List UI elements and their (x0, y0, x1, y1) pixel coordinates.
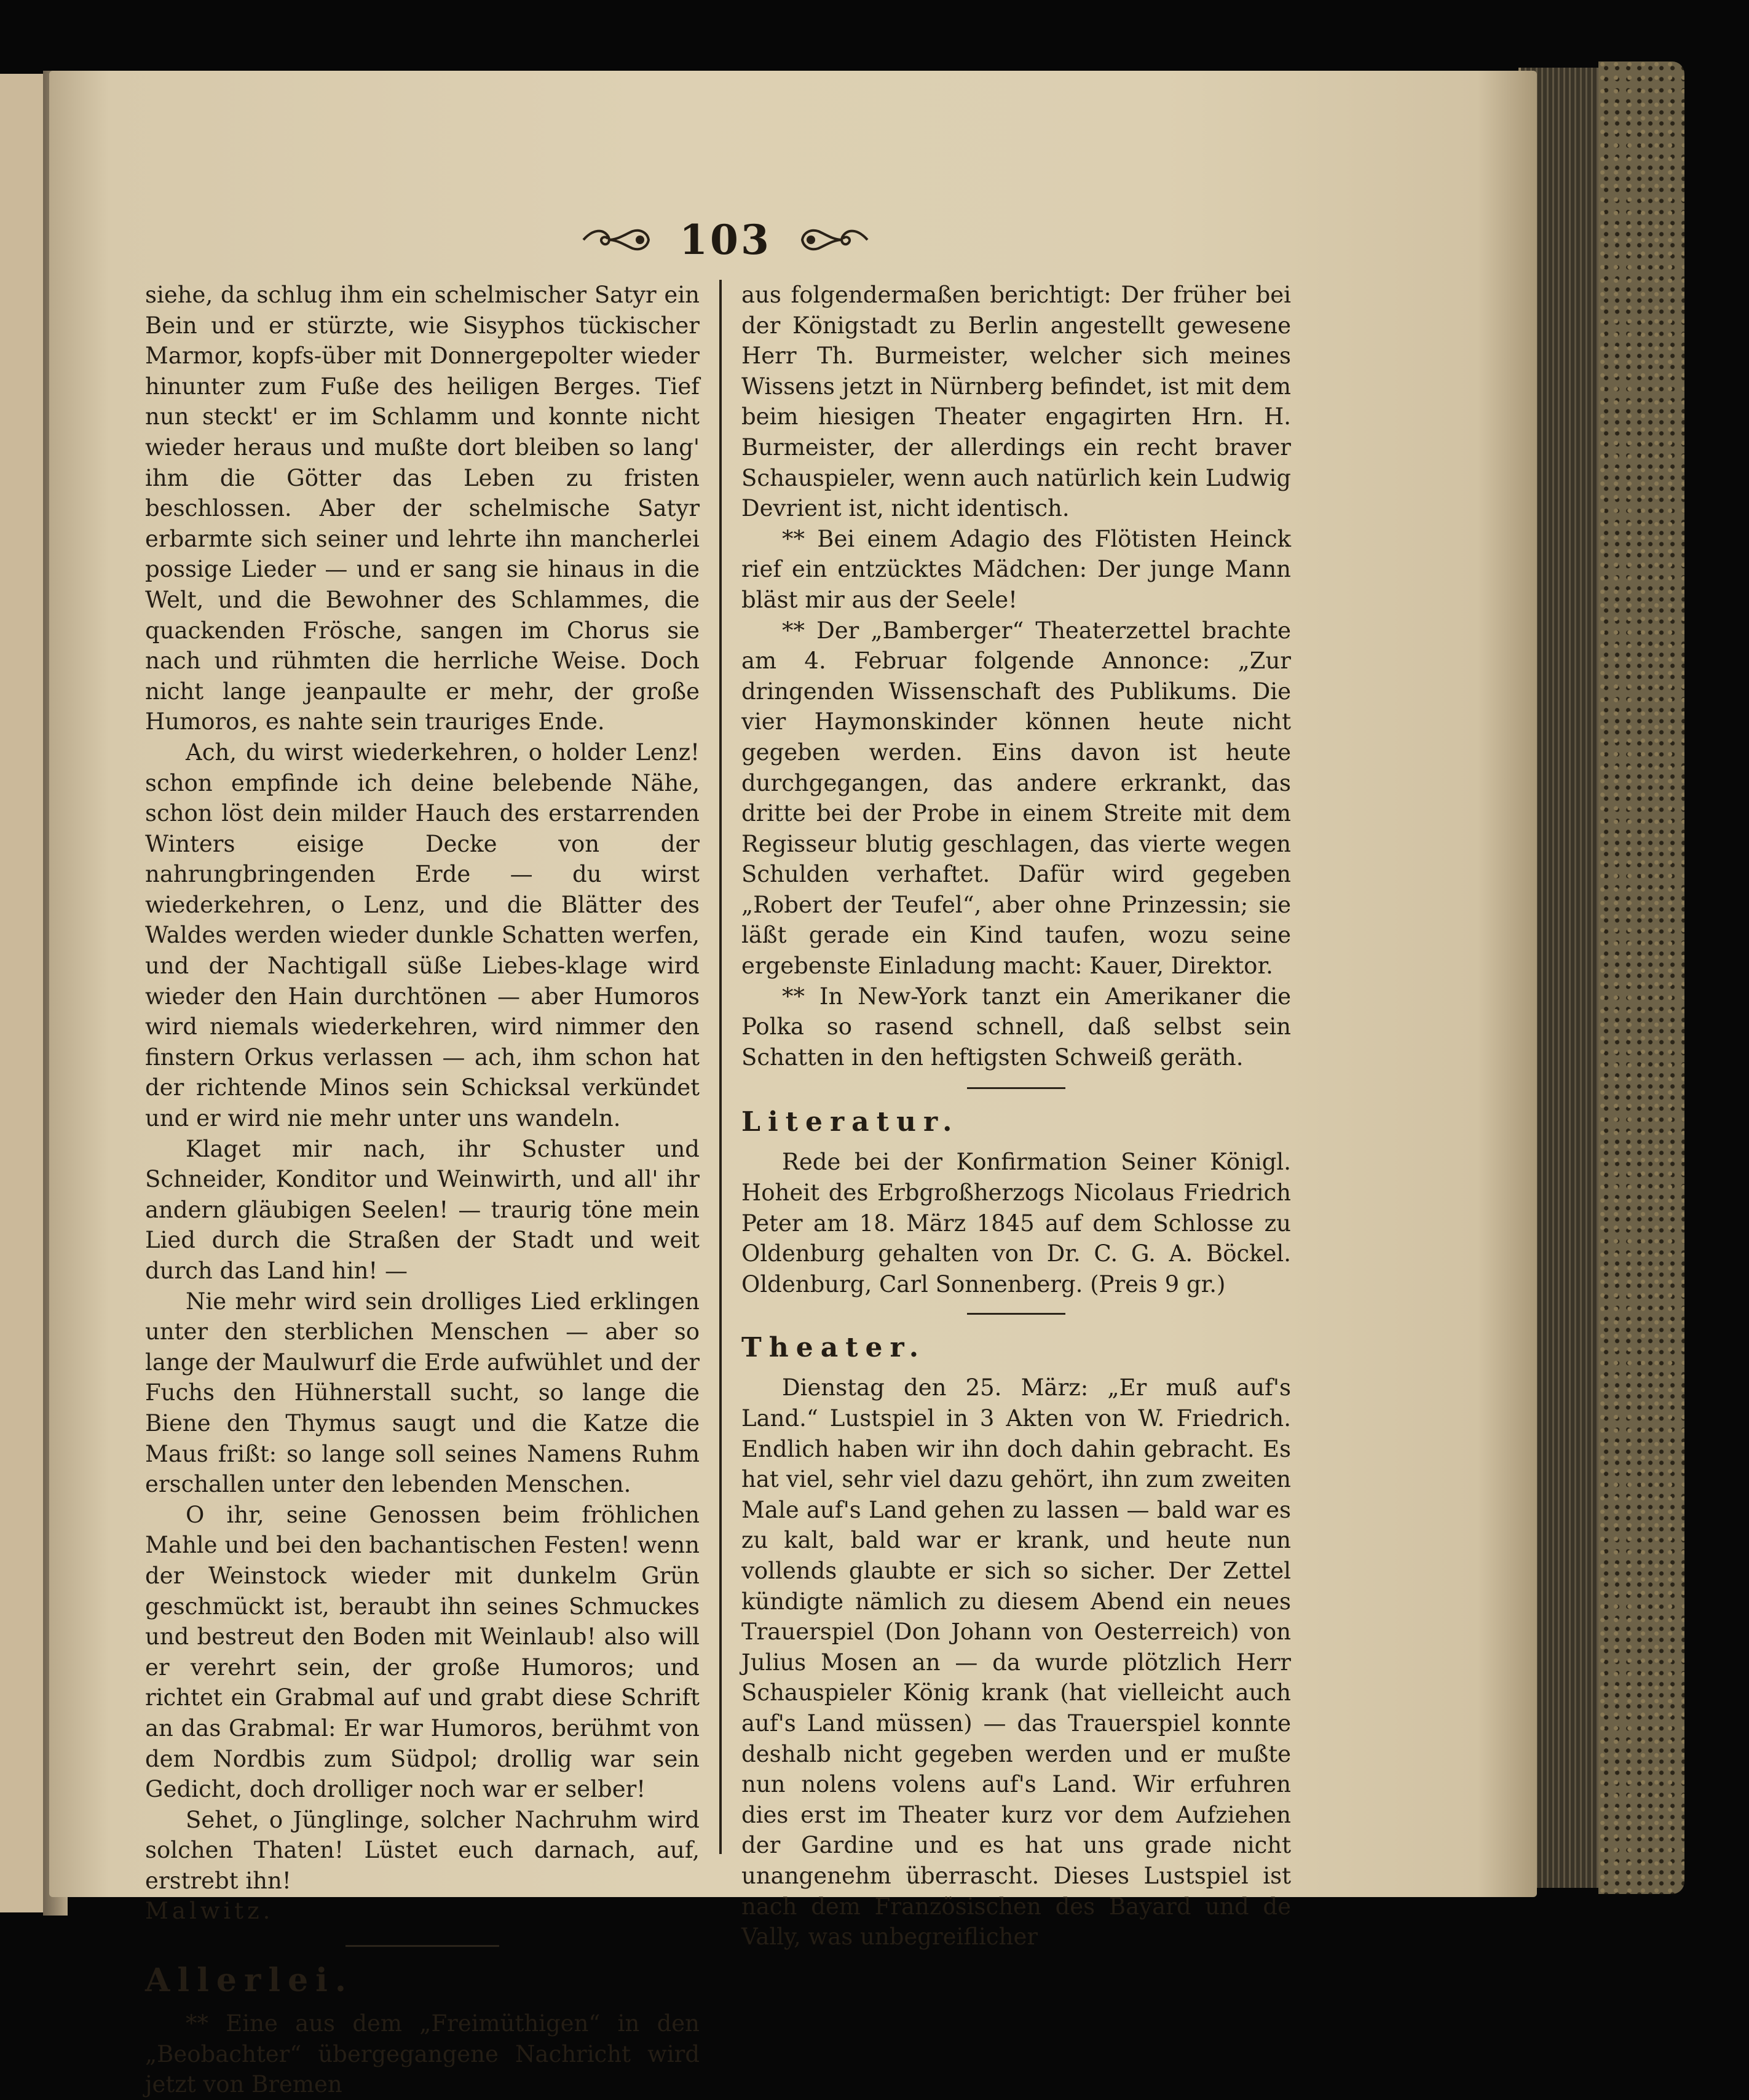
running-head (553, 212, 898, 267)
theater-review: Dienstag den 25. März: „Er muß auf's Land.“ Lustspiel in 3 Akten von W. Friedrich. Endlich haben wir ihn doch dahin gebracht. Es hat viel, sehr viel dazu gehört, ihn zum zweiten Male auf's Land gehen zu lassen — bald war es zu kalt, bald war er krank, und heute nun vollends glaubte er sich so sicher. Der Zettel kündigte nämlich zu diesem Abend ein neues Trauerspiel (Don Johann von Oesterreich) von Julius Mosen an — da wurde plötzlich Herr Schauspieler König krank (hat vielleicht auch auf's Land müssen) — das Trauerspiel konnte deshalb nicht gegeben werden und er mußte nun nolens volens auf's Land. Wir erfuhren dies erst im Theater kurz vor dem Aufziehen der Gardine und es hat uns grade nicht unangenehm überrascht. Dieses Lustspiel ist nach dem Französischen des Bayard und de Vally, was unbegreiflicher (741, 1374, 1291, 1951)
book-review-entry: Rede bei der Konfirmation Seiner Königl. Hoheit des Erbgroßherzogs Nicolaus Friedrich Peter am 18. März 1845 auf dem Schlosse zu Oldenburg gehalten von Dr. C. G. A. Böckel. Oldenburg, Carl Sonnenberg. (Preis 9 gr.) (741, 1149, 1291, 1298)
body-paragraph: Klaget mir nach, ihr Schuster und Schneider, Konditor und Weinwirth, und all' ihr andern gläubigen Seelen! — traurig töne mein Lied durch die Straßen der Stadt und weit durch das Land hin! — (145, 1135, 700, 1284)
body-paragraph: Nie mehr wird sein drolliges Lied erklingen unter den sterblichen Menschen — aber so lange der Maulwurf die Erde aufwühlet und der Fuchs den Hühnerstall sucht, so lange die Biene den Thymus saugt und die Katze die Maus frißt: so lange soll seines Namens Ruhm erschallen unter den lebenden Menschen. (145, 1288, 700, 1498)
body-paragraph: Sehet, o Jünglinge, solcher Nachruhm wird solchen Thaten! Lüstet euch darnach, auf, erstrebt ihn! (145, 1806, 700, 1894)
section-heading-literatur: Literatur. (741, 1106, 960, 1138)
section-divider (967, 1087, 1065, 1089)
body-paragraph: Ach, du wirst wiederkehren, o holder Lenz! schon empfinde ich deine belebende Nähe, schon löst dein milder Hauch des erstarrenden Winters eisige Decke von der nahrungbringenden Erde — du wirst wiederkehren, o Lenz, und die Blätter des Waldes werden wieder dunkle Schatten werfen, und der Nachtigall süße Liebes-klage wird wieder den Hain durchtönen — aber Humoros wird niemals wiederkehren, wird nimmer den finstern Orkus verlassen — ach, ihm schon hat der richtende Minos sein Schicksal verkündet und er wird nie mehr unter uns wandeln. (145, 739, 700, 1132)
body-paragraph: aus folgendermaßen berichtigt: Der früher bei der Königstadt zu Berlin angestellt gewesene Herr Th. Burmeister, welcher sich meines Wissens jetzt in Nürnberg befindet, ist mit dem beim hiesigen Theater engagirten Hrn. H. Burmeister, der allerdings ein recht braver Schauspieler, wenn auch natürlich kein Ludwig Devrient ist, nicht identisch. (741, 282, 1291, 522)
body-paragraph: siehe, da schlug ihm ein schelmischer Satyr ein Bein und er stürzte, wie Sisyphos tückischer Marmor, kopfs-über mit Donnergepolter wieder hinunter zum Fuße des heiligen Berges. Tief nun steckt' er im Schlamm und konnte nicht wieder heraus und mußte dort bleiben so lang' ihm die Götter das Leben zu fristen beschlossen. Aber der schelmische Satyr erbarmte sich seiner und lehrte ihn mancherlei possige Lieder — und er sang sie hinaus in die Welt, und die Bewohner des Schlammes, die quackenden Frösche, sangen im Chorus sie nach und rühmten die herrliche Weise. Doch nicht lange jeanpaulte er mehr, der große Humoros, es nahte sein trauriges Ende. (145, 282, 700, 735)
section-heading-allerlei: Allerlei. (145, 1962, 354, 2000)
body-paragraph: ** Bei einem Adagio des Flötisten Heinck rief ein entzücktes Mädchen: Der junge Mann bläst mir aus der Seele! (741, 525, 1291, 613)
right-ornament-icon (796, 223, 870, 257)
section-divider (967, 1313, 1065, 1315)
body-paragraph: ** In New-York tanzt ein Amerikaner die Polka so rasend schnell, daß selbst sein Schatten in den heftigsten Schweiß geräth. (741, 983, 1291, 1071)
body-paragraph: ** Der „Bamberger“ Theaterzettel brachte am 4. Februar folgende Annonce: „Zur dringenden Wissenschaft des Publikums. Die vier Haymonskinder können heute nicht gegeben werden. Eins davon ist heute durchgegangen, das andere erkrankt, das dritte bei der Probe in einem Streite mit dem Regisseur blutig geschlagen, das vierte wegen Schulden verhaftet. Dafür wird gegeben „Robert der Teufel“, aber ohne Prinzessin; sie läßt gerade ein Kind taufen, wozu seine ergebenste Einladung macht: Kauer, Direktor. (741, 617, 1291, 980)
author-signature: Malwitz. (145, 1898, 274, 1925)
left-ornament-icon (581, 223, 655, 257)
book-cover-marbled (1598, 61, 1684, 1894)
body-paragraph: O ihr, seine Genossen beim fröhlichen Mahle und bei den bachantischen Festen! wenn der Weinstock wieder mit dunkelm Grün geschmückt ist, beraubt ihn seines Schmuckes und bestreut den Boden mit Weinlaub! also will er verehrt sein, der große Humoros; und richtet ein Grabmal auf und grabt diese Schrift an das Grabmal: Er war Humoros, berühmt von dem Nordbis zum Südpol; drollig war sein Gedicht, doch drolliger noch war er selber! (145, 1501, 700, 1803)
body-paragraph: ** Eine aus dem „Freimüthigen“ in den „Beobachter“ übergegangene Nachricht wird jetzt von Bremen (145, 2010, 700, 2098)
section-heading-theater: Theater. (741, 1332, 926, 1364)
left-column (145, 280, 700, 2100)
column-divider (719, 280, 722, 1854)
section-divider (345, 1945, 499, 1947)
right-column (741, 280, 1291, 1952)
page-number: 103 (679, 216, 772, 264)
previous-page-edge (0, 74, 45, 1912)
